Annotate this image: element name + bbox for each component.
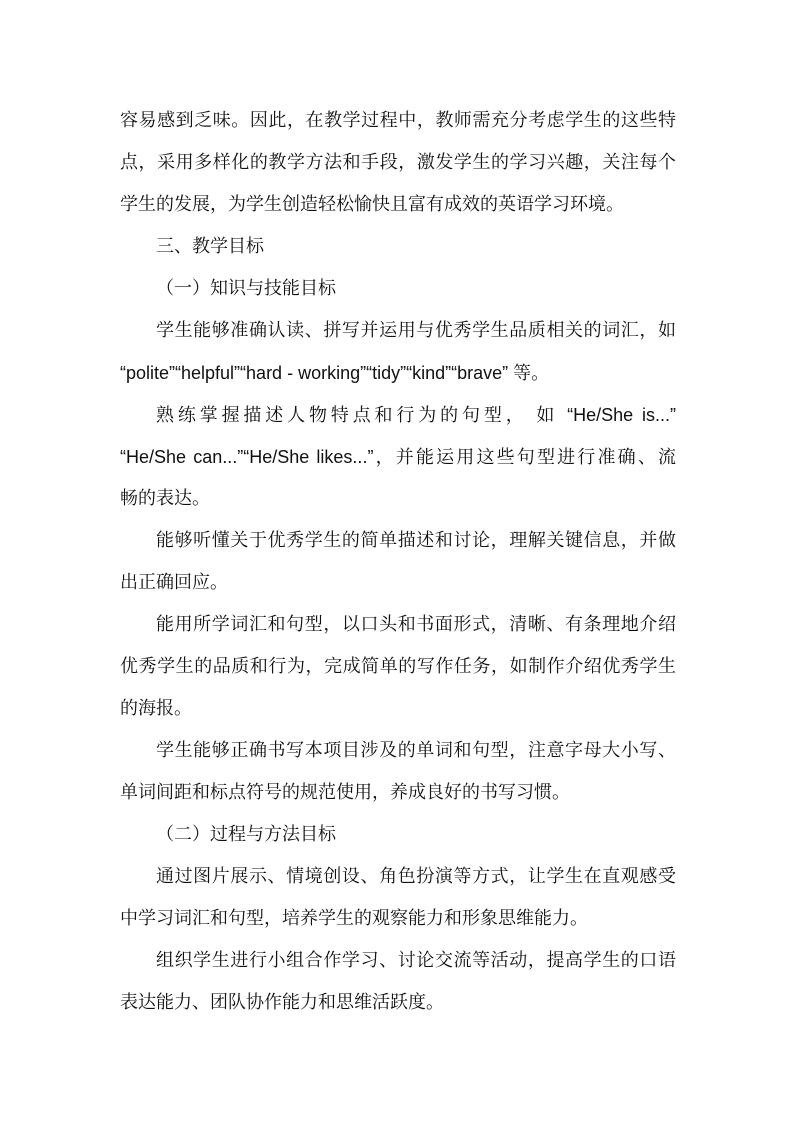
paragraph-continuation (120, 100, 676, 226)
text-line: 通过图片展示、情境创设、角色扮演等方式，让学生在直观感受 (156, 866, 676, 887)
paragraph-vocabulary (120, 310, 676, 394)
text-line: 学生的发展，为学生创造轻松愉快且富有成效的英语学习环境。 (120, 194, 624, 215)
paragraph-sentence-patterns (120, 394, 676, 520)
document-body (120, 100, 676, 1024)
paragraph-group-work (120, 940, 676, 1024)
paragraph-listening (120, 520, 676, 604)
text-line: 容易感到乏味。因此，在教学过程中，教师需充分考虑学生的这些特 (120, 110, 676, 131)
subsection-heading-process-methods: （二）过程与方法目标 (156, 824, 336, 845)
text-line: 点，采用多样化的教学方法和手段，激发学生的学习兴趣，关注每个 (120, 152, 676, 173)
text-line: “polite”“helpful”“hard - working”“tidy”“kind”“brave” 等。 (120, 363, 550, 383)
text-line: 的海报。 (120, 698, 192, 719)
text-line: 畅的表达。 (120, 488, 210, 509)
text-line: 出正确回应。 (120, 572, 228, 593)
text-line: “He/She can...”“He/She likes...”，并能运用这些句型进行准确、流 (120, 447, 676, 467)
text-line: 学生能够正确书写本项目涉及的单词和句型，注意字母大小写、 (156, 740, 676, 761)
text-line: 优秀学生的品质和行为，完成简单的写作任务，如制作介绍优秀学生 (120, 656, 676, 677)
text-line: 能用所学词汇和句型，以口头和书面形式，清晰、有条理地介绍 (156, 614, 676, 635)
text-line: 熟练掌握描述人物特点和行为的句型， 如 “He/She is...” (156, 405, 676, 425)
paragraph-speaking-writing (120, 604, 676, 730)
section-heading-teaching-objectives: 三、教学目标 (156, 236, 264, 257)
subsection-heading-knowledge-skills: （一）知识与技能目标 (156, 278, 336, 299)
paragraph-handwriting (120, 730, 676, 814)
text-line: 中学习词汇和句型，培养学生的观察能力和形象思维能力。 (120, 908, 588, 929)
text-line: 学生能够准确认读、拼写并运用与优秀学生品质相关的词汇，如 (156, 320, 676, 341)
text-line: 表达能力、团队协作能力和思维活跃度。 (120, 992, 444, 1013)
text-line: 能够听懂关于优秀学生的简单描述和讨论，理解关键信息，并做 (156, 530, 676, 551)
text-line: 组织学生进行小组合作学习、讨论交流等活动，提高学生的口语 (156, 950, 676, 971)
text-line: 单词间距和标点符号的规范使用，养成良好的书写习惯。 (120, 782, 570, 803)
paragraph-visual-learning (120, 856, 676, 940)
